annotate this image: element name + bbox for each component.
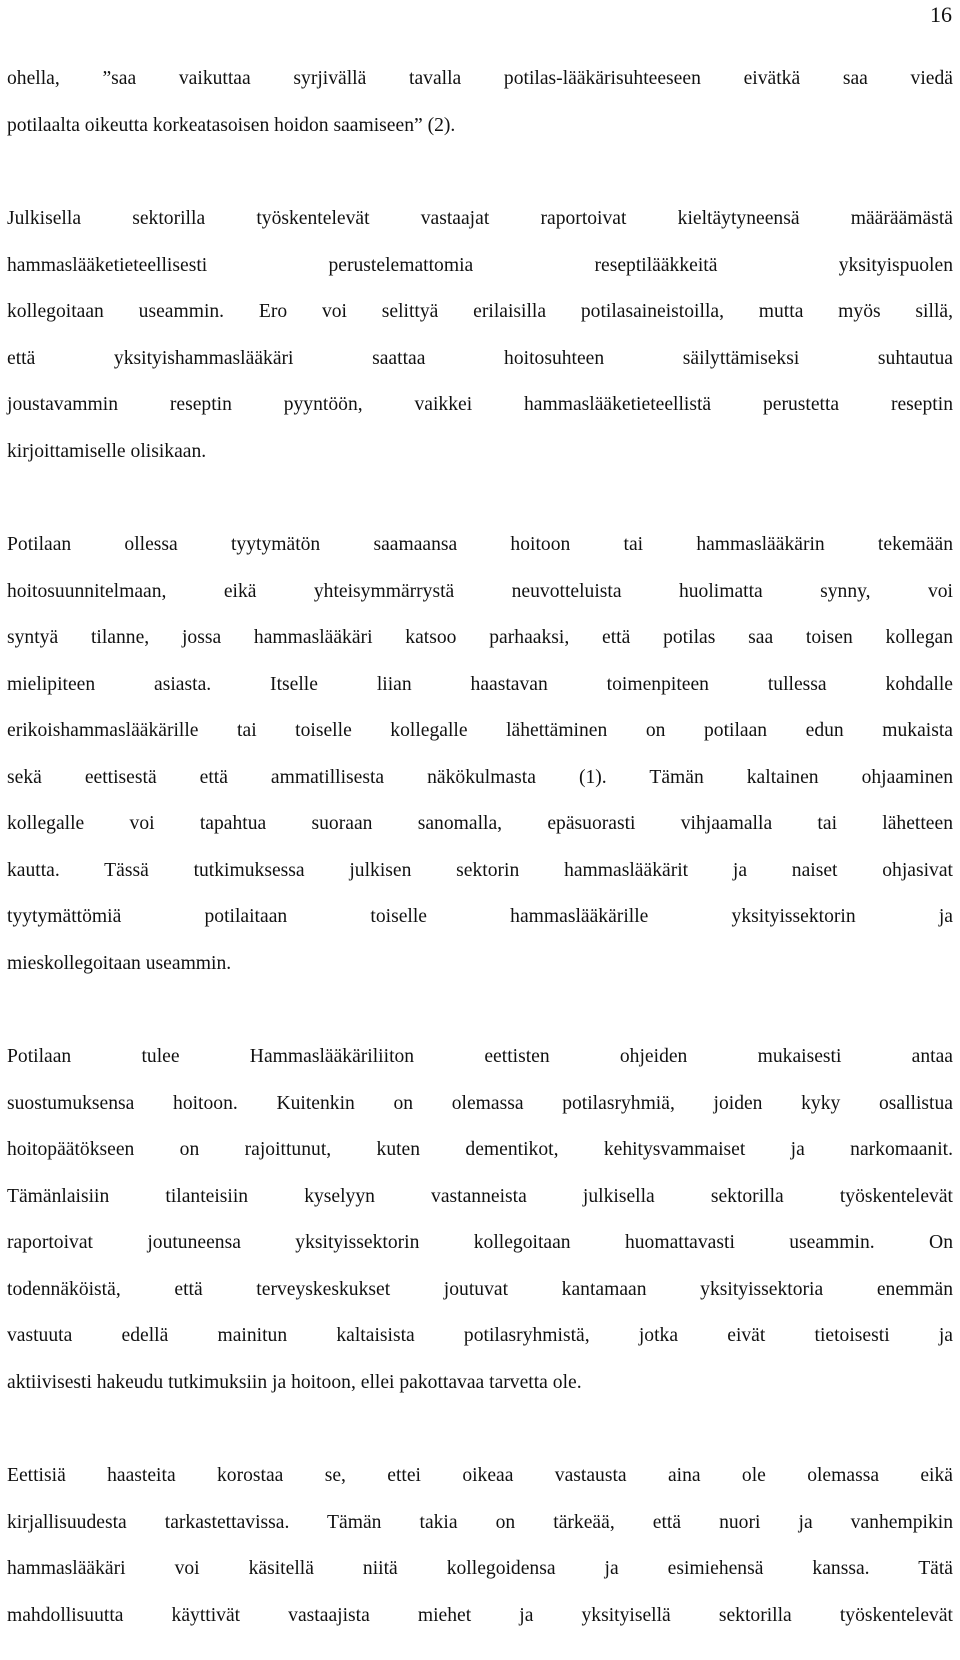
text-line: syntyä tilanne, jossa hammaslääkäri katsoo parhaaksi, että potilas saa toisen kollegan: [7, 627, 953, 648]
text-line: että yksityishammaslääkäri saattaa hoitosuhteen säilyttämiseksi suhtautua: [7, 347, 953, 369]
paragraph-4: [7, 1034, 953, 1406]
text-line: joustavammin reseptin pyyntöön, vaikkei hammaslääketieteellistä perustetta reseptin: [7, 394, 953, 415]
text-line: Potilaan ollessa tyytymätön saamaansa hoitoon tai hammaslääkärin tekemään: [7, 534, 953, 555]
text-line: hammaslääketieteellisesti perustelemattomia reseptilääkkeitä yksityispuolen: [7, 254, 953, 276]
text-line: kirjoittamiselle olisikaan.: [7, 440, 207, 462]
text-line: hoitopäätökseen on rajoittunut, kuten dementikot, kehitysvammaiset ja narkomaanit.: [7, 1139, 953, 1160]
text-line: Julkisella sektorilla työskentelevät vastaajat raportoivat kieltäytyneensä määräämästä: [7, 208, 953, 229]
paragraph-gap: [7, 475, 953, 522]
text-line: ohella, ”saa vaikuttaa syrjivällä tavalla potilas-lääkärisuhteeseen eivätkä saa viedä: [7, 68, 953, 89]
text-line: Eettisiä haasteita korostaa se, ettei oikeaa vastausta aina ole olemassa eikä: [7, 1465, 953, 1486]
paragraph-1: [7, 56, 953, 149]
text-line: erikoishammaslääkärille tai toiselle kollegalle lähettäminen on potilaan edun mukaista: [7, 720, 953, 741]
document-body: [7, 56, 953, 1639]
text-line: suostumuksensa hoitoon. Kuitenkin on olemassa potilasryhmiä, joiden kyky osallistua: [7, 1092, 953, 1114]
text-line: tyytymättömiä potilaitaan toiselle hammaslääkärille yksityissektorin ja: [7, 906, 953, 927]
text-line: mielipiteen asiasta. Itselle liian haastavan toimenpiteen tullessa kohdalle: [7, 673, 953, 695]
text-line: mieskollegoitaan useammin.: [7, 952, 232, 974]
text-line: kirjallisuudesta tarkastettavissa. Tämän takia on tärkeää, että nuori ja vanhempikin: [7, 1511, 953, 1533]
paragraph-gap: [7, 149, 953, 196]
text-line: vastuuta edellä mainitun kaltaisista potilasryhmistä, jotka eivät tietoisesti ja: [7, 1325, 953, 1346]
paragraph-5: [7, 1453, 953, 1639]
text-line: kollegalle voi tapahtua suoraan sanomalla, epäsuorasti vihjaamalla tai lähetteen: [7, 813, 953, 834]
text-line: kautta. Tässä tutkimuksessa julkisen sektorin hammaslääkärit ja naiset ohjasivat: [7, 859, 953, 881]
text-line: Tämänlaisiin tilanteisiin kyselyyn vastanneista julkisella sektorilla työskentelevät: [7, 1185, 953, 1207]
paragraph-gap: [7, 1406, 953, 1453]
text-line: kollegoitaan useammin. Ero voi selittyä erilaisilla potilasaineistoilla, mutta myös sillä,: [7, 301, 953, 322]
text-line: hoitosuunnitelmaan, eikä yhteisymmärrystä neuvotteluista huolimatta synny, voi: [7, 580, 953, 602]
paragraph-gap: [7, 987, 953, 1034]
paragraph-3: [7, 522, 953, 987]
text-line: todennäköistä, että terveyskeskukset joutuvat kantamaan yksityissektoria enemmän: [7, 1278, 953, 1300]
text-line: mahdollisuutta käyttivät vastaajista miehet ja yksityisellä sektorilla työskentelevät: [7, 1604, 953, 1626]
text-line: hammaslääkäri voi käsitellä niitä kollegoidensa ja esimiehensä kanssa. Tätä: [7, 1558, 953, 1579]
paragraph-2: [7, 196, 953, 475]
text-line: potilaalta oikeutta korkeatasoisen hoidon saamiseen” (2).: [7, 114, 456, 136]
text-line: raportoivat joutuneensa yksityissektorin kollegoitaan huomattavasti useammin. On: [7, 1232, 953, 1253]
text-line: sekä eettisestä että ammatillisesta näkökulmasta (1). Tämän kaltainen ohjaaminen: [7, 766, 953, 788]
text-line: Potilaan tulee Hammaslääkäriliiton eettisten ohjeiden mukaisesti antaa: [7, 1046, 953, 1067]
text-line: aktiivisesti hakeudu tutkimuksiin ja hoitoon, ellei pakottavaa tarvetta ole.: [7, 1371, 582, 1393]
page-number: 16: [930, 2, 952, 27]
